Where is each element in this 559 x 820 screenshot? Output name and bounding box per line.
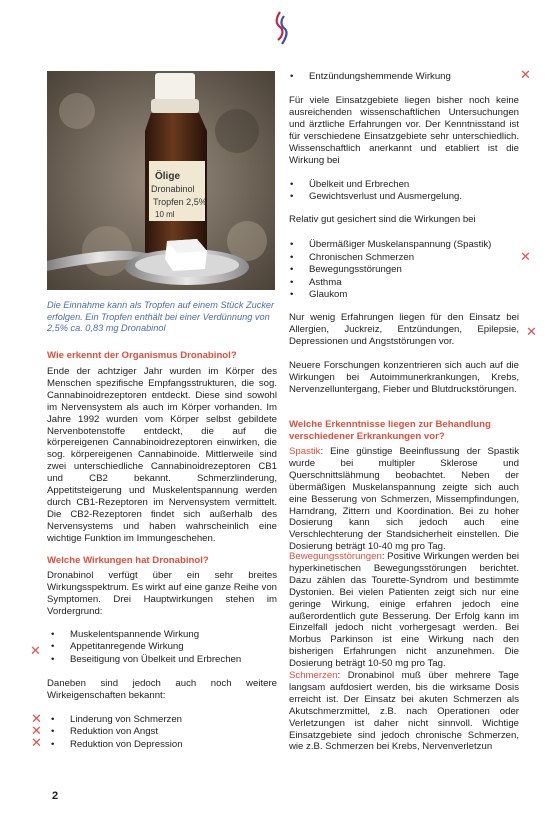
term-bewegungsstoerungen: Bewegungsstörungen — [289, 551, 382, 562]
paragraph: Ende der achtziger Jahr wurden im Körper des Menschen spezifische Empfangsstrukturen, die sog. Cannabinoidrezeptoren entdeckt. Diese sind sowohl im Nervensystem als auch im Körper vorhanden. Im Jahre 1992 wurden vom Körper selbst gebildete Nervenbotenstoffe entdeckt, die auf die körpereigenen Cannabinoidrezeptoren einwirken, die sog. körpereigenen Cannabinoide. Mittlerweile sind zwei unterschiedliche Cannabinoidrezeptoren CB1 und CB2 bekannt. Schmerzlinderung, Appetitsteigerung und Muskelentspannung werden durch CB1-Rezeptoren im Nervensystem vermittelt. Die CB2-Rezeptoren findet sich außerhalb des Nervensystems und haben wahrscheinlich eine wichtige Funktion im Immungeschehen. — [47, 366, 277, 544]
paragraph: Dronabinol verfügt über ein sehr breites Wirkungsspektrum. Es wirkt auf eine ganze Reihe von Symptomen. Drei Hauptwirkungen stehen im Vordergrund: — [47, 570, 277, 617]
red-cross-mark-icon: ✕ — [520, 68, 531, 83]
publisher-logo — [271, 10, 291, 50]
list-item: • Glaukom — [289, 289, 529, 301]
paragraph-spastik — [289, 446, 519, 553]
red-cross-mark-icon: ✕ — [31, 712, 42, 727]
paragraph: Für viele Einsatzgebiete liegen bisher noch keine ausreichenden wissenschaftlichen Untersuchungen und ärztliche Erfahrungen vor. Der Kenntnisstand ist für verschiedene Einsatzgebiete sehr unterschiedlich. Wissenschaftlich anerkannt und etabliert ist die Wirkung bei — [289, 95, 519, 166]
photo-caption: Die Einnahme kann als Tropfen auf einem Stück Zucker erfolgen. Ein Tropfen enthält bei einer Verdünnung von 2,5% ca. 0,83 mg Dronabinol — [47, 300, 275, 333]
list-item: • Asthma — [289, 277, 529, 289]
paragraph: Neuere Forschungen konzentrieren sich auch auf die Wirkungen bei Autoimmunerkrankungen, Krebs, Nervenzelluntergang, Fieber und Blutdruckstörungen. — [289, 360, 519, 395]
list-item: • Bewegungsstörungen — [289, 264, 529, 276]
list-item: • Chronischen Schmerzen — [289, 252, 529, 264]
red-cross-mark-icon: ✕ — [31, 736, 42, 751]
list-item: • Gewichtsverlust und Ausmergelung. — [289, 191, 519, 203]
paragraph-text: : Dronabinol muß über mehrere Tage langsam aufdosiert werden, bis die wirksame Dosis erreicht ist. Der Einsatz bei akuten Schmerzen als Akutschmerzmittel, z.B. nach Operationen oder Verletzungen ist daher nicht sinnvoll. Wichtige Einsatzgebiete sind jedoch chronische Schmerzen, wie z.B. Schmerzen bei Krebs, Nervenverletzun — [289, 670, 519, 753]
list-item: • Übermäßiger Muskelanspannung (Spastik) — [289, 239, 529, 251]
list-item: • Übelkeit und Erbrechen — [289, 179, 519, 191]
list-item: • Reduktion von Depression — [50, 739, 280, 751]
section-heading: Wie erkennt der Organismus Dronabinol? — [47, 350, 237, 361]
red-cross-mark-icon: ✕ — [31, 724, 42, 739]
red-cross-mark-icon: ✕ — [526, 325, 537, 340]
svg-text:Tropfen 2,5%: Tropfen 2,5% — [153, 197, 207, 207]
paragraph-text: : Eine günstige Beeinflussung der Spastik wurde bei multipler Sklerose und Querschnittslähmung beobachtet. Neben der übermäßigen Muskelanspannung zeigte sich auch eine Besserung von Schmerzen, Missempfindungen, Harndrang, Zittern und Koordination. Bei zu hoher Dosierung kann sich jedoch auch eine Verschlechterung der Standsicherheit einstellen. Die Dosierung beträgt 10-40 mg pro Tag. — [289, 446, 519, 553]
paragraph-schmerzen — [289, 670, 519, 753]
paragraph: Nur wenig Erfahrungen liegen für den Einsatz bei Allergien, Juckreiz, Entzündungen, Epilepsie, Depressionen und Angststörungen vor. — [289, 312, 519, 347]
section-heading: Welche Erkenntnisse liegen zur Behandlung verschiedener Erkrankungen vor? — [289, 419, 491, 442]
list-item: • Reduktion von Angst — [50, 726, 280, 738]
red-cross-mark-icon: ✕ — [520, 250, 531, 265]
dronabinol-bottle-photo — [47, 71, 275, 290]
list-item: • Linderung von Schmerzen — [50, 714, 280, 726]
page-number: 2 — [52, 790, 59, 802]
term-schmerzen: Schmerzen — [289, 670, 338, 681]
paragraph: Relativ gut gesichert sind die Wirkungen bei — [289, 214, 476, 225]
list-item: • Appetitanregende Wirkung — [50, 641, 280, 653]
svg-text:Ölige: Ölige — [155, 171, 181, 182]
term-spastik: Spastik — [289, 446, 321, 457]
list-item: • Beseitigung von Übelkeit und Erbrechen — [50, 654, 280, 666]
svg-text:10 ml: 10 ml — [155, 210, 175, 219]
svg-text:Dronabinol: Dronabinol — [151, 184, 195, 194]
section-heading: Welche Wirkungen hat Dronabinol? — [47, 555, 209, 566]
paragraph-text: : Positive Wirkungen werden bei hyperkinetischen Bewegungsstörungen berichtet. Dazu zählen das Tourette-Syndrom und bestimmte Dystonien. Bei vielen Patienten zeigt sich nur eine geringe Wirkung, einige erfahren jedoch eine außerordentlich gute Besserung. Der Erfolg kann im Einzelfall jedoch nicht vorhergesagt werden. Bei Morbus Parkinson ist eine Wirkung nach den bisherigen Erfahrungen nicht anzunehmen. Die Dosierung beträgt 10-50 mg pro Tag. — [289, 551, 519, 670]
list-item: • Entzündungshemmende Wirkung — [289, 71, 519, 83]
paragraph: Daneben sind jedoch auch noch weitere Wirkeigenschaften bekannt: — [47, 678, 277, 701]
list-item: • Muskelentspannende Wirkung — [50, 629, 280, 641]
red-cross-mark-icon: ✕ — [30, 644, 41, 659]
paragraph-bewegungsstoerungen — [289, 551, 519, 670]
